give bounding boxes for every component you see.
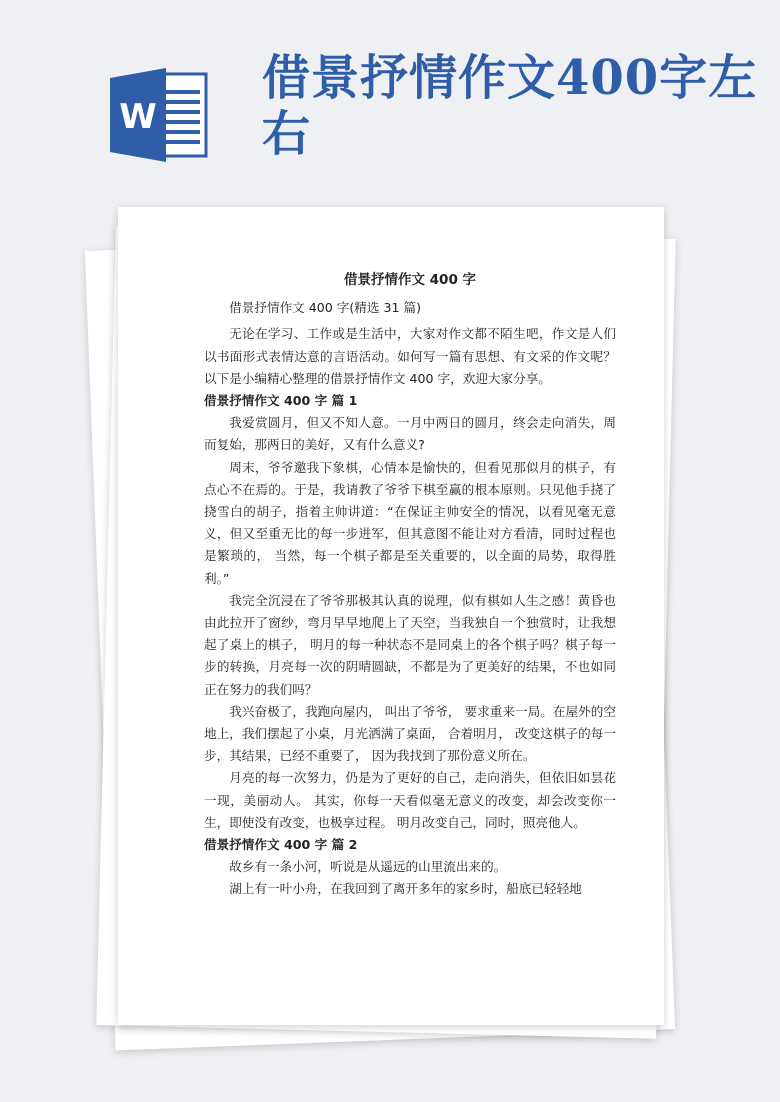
document-title: 借景抒情作文 400 字 <box>343 272 477 288</box>
document-body <box>204 269 616 901</box>
paragraph: 故乡有一条小河，听说是从遥远的山里流出来的。 <box>229 859 507 875</box>
svg-text:W: W <box>119 97 157 137</box>
section-heading: 借景抒情作文 400 字 篇 1 <box>204 393 358 409</box>
paragraph: 我爱赏圆月，但又不知人意。一月中两日的圆月，终会走向消失，周而复始，那两日的美好，又有什么意义? <box>204 415 616 453</box>
document-paragraphs <box>204 323 616 900</box>
document-subtitle: 借景抒情作文 400 字(精选 31 篇) <box>229 300 422 316</box>
paragraph: 周末，爷爷邀我下象棋，心情本是愉快的，但看见那似月的棋子，有点心不在焉的。于是，我请教了爷爷下棋至赢的根本原则。只见他手挠了挠雪白的胡子，指着主帅讲道：“在保证主帅安全的情况，以看见毫无意义，但又至重无比的每一步进军，但其意图不能让对方看清，同时过程也是繁琐的， 当然，每一个棋子都是至关重要的，以全面的局势，取得胜利。” <box>204 459 616 586</box>
word-doc-icon <box>108 68 208 162</box>
paragraph: 我兴奋极了，我跑向屋内， 叫出了爷爷， 要求重来一局。在屋外的空地上，我们摆起了小桌，月光洒满了桌面， 合着明月， 改变这棋子的每一步，其结果，已经不重要了， 因为我找到了那份意义所在。 <box>204 703 616 764</box>
paragraph: 月亮的每一次努力，仍是为了更好的自己，走向消失，但依旧如昙花一现，美丽动人。 其实，你每一天看似毫无意义的改变，却会改变你一生，即使没有改变，也极享过程。 明月改变自己，同时，照亮他人。 <box>204 770 616 830</box>
section-heading: 借景抒情作文 400 字 篇 2 <box>204 837 358 853</box>
paragraph: 无论在学习、工作或是生活中，大家对作文都不陌生吧，作文是人们以书面形式表情达意的言语活动。如何写一篇有思想、有文采的作文呢？以下是小编精心整理的借景抒情作文 400 字，欢迎大家分享。 <box>204 326 616 386</box>
page-title: 借景抒情作文400字左右 <box>262 50 758 162</box>
paragraph: 我完全沉浸在了爷爷那极其认真的说理，似有棋如人生之感！黄昏也由此拉开了窗纱，弯月早早地爬上了天空，当我独自一个独赏时，让我想起了桌上的棋子， 明月的每一种状态不是同桌上的各个棋子吗？棋子每一步的转换，月亮每一次的阴晴圆缺，不都是为了更美好的结果，不也如同正在努力的我们吗？ <box>204 592 616 697</box>
document-page <box>118 207 664 1025</box>
paragraph: 湖上有一叶小舟，在我回到了离开多年的家乡时，船底已轻轻地 <box>229 881 582 897</box>
